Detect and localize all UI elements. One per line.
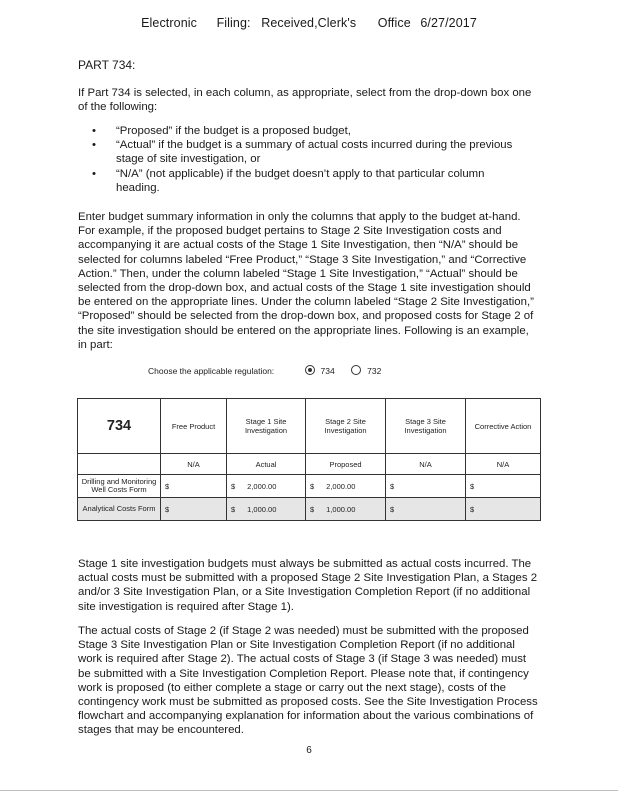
- currency-sign: $: [390, 481, 395, 491]
- header-electronic: Electronic: [141, 16, 197, 30]
- cell-analytical-corrective[interactable]: [466, 498, 541, 521]
- currency-sign: $: [231, 504, 236, 514]
- select-free-product[interactable]: N/A: [161, 454, 227, 475]
- cell-drilling-corrective[interactable]: [466, 475, 541, 498]
- cell-analytical-stage3[interactable]: [386, 498, 466, 521]
- header-date: 6/27/2017: [420, 16, 477, 30]
- amount: 1,000.00: [247, 504, 277, 514]
- bullet-proposed: • “Proposed” if the budget is a proposed budget,: [78, 124, 518, 138]
- amount: 2,000.00: [247, 481, 277, 491]
- cell-drilling-stage2[interactable]: [306, 475, 386, 498]
- bullet-na: • “N/A” (not applicable) if the budget doesn’t apply to that particular column heading.: [78, 167, 518, 195]
- amount: 2,000.00: [326, 481, 356, 491]
- currency-sign: $: [165, 504, 170, 514]
- regulation-label: Choose the applicable regulation:: [148, 366, 275, 376]
- stage2-3-paragraph: The actual costs of Stage 2 (if Stage 2 was needed) must be submitted with the proposed Stage 3 Site Investigation Plan or Site Investigation Completion Report (if no additional work is required after Stage 2). The actual costs of Stage 3 (if Stage 3 was needed) must be submitted with a Site Investigation Completion Report. Please note that, if contingency work is proposed (to either complete a stage or carry out the next stage), costs of the contingency work must be submitted as proposed costs. See the Site Investigation Process flowchart and accompanying explanation for information about the various combinations of stages that may be encountered.: [78, 625, 538, 737]
- radio-734-icon[interactable]: [305, 365, 315, 375]
- currency-sign: $: [231, 481, 236, 491]
- radio-732-label: 732: [367, 366, 382, 376]
- header-office: Office: [377, 16, 411, 30]
- header-received-clerks: Received,Clerk's: [261, 16, 357, 30]
- scan-divider: [0, 790, 618, 791]
- col-stage3: Stage 3 Site Investigation: [386, 399, 466, 454]
- table-header-row: [78, 399, 541, 454]
- regulation-chooser: [148, 365, 381, 376]
- radio-734-label: 734: [320, 366, 335, 376]
- budget-summary-table: [77, 398, 541, 521]
- filing-header: [0, 16, 618, 30]
- table-corner-label: 734: [78, 399, 161, 454]
- header-filing: Filing:: [216, 16, 251, 30]
- row-label-drilling: Drilling and Monitoring Well Costs Form: [78, 475, 161, 498]
- select-corrective-action[interactable]: N/A: [466, 454, 541, 475]
- intro-paragraph: If Part 734 is selected, in each column, as appropriate, select from the drop-down box one of the following:: [78, 87, 532, 114]
- select-stage2[interactable]: Proposed: [306, 454, 386, 475]
- cell-analytical-stage1[interactable]: [227, 498, 306, 521]
- col-corrective-action: Corrective Action: [466, 399, 541, 454]
- currency-sign: $: [165, 481, 170, 491]
- table-selection-row: [78, 454, 541, 475]
- selection-spacer: [78, 454, 161, 475]
- currency-sign: $: [310, 504, 315, 514]
- currency-sign: $: [390, 504, 395, 514]
- page-number: 6: [306, 745, 312, 756]
- bullet-actual: • “Actual” if the budget is a summary of actual costs incurred during the previous stage of site investigation, or: [78, 138, 518, 166]
- col-stage2: Stage 2 Site Investigation: [306, 399, 386, 454]
- col-stage1: Stage 1 Site Investigation: [227, 399, 306, 454]
- cell-drilling-stage1[interactable]: [227, 475, 306, 498]
- currency-sign: $: [470, 504, 475, 514]
- option-bullet-list: [78, 124, 518, 195]
- currency-sign: $: [310, 481, 315, 491]
- cell-drilling-stage3[interactable]: [386, 475, 466, 498]
- cell-analytical-free-product[interactable]: [161, 498, 227, 521]
- select-stage3[interactable]: N/A: [386, 454, 466, 475]
- radio-732-icon[interactable]: [351, 365, 361, 375]
- table-row: [78, 498, 541, 521]
- instructions-paragraph: Enter budget summary information in only the columns that apply to the budget at-hand. For example, if the proposed budget pertains to Stage 2 Site Investigation costs and accompanying it are actual costs of the Stage 1 Site Investigation, then “N/A” should be selected for columns labeled “Free Product,” “Stage 3 Site Investigation,” and “Corrective Action.” Then, under the column labeled “Stage 1 Site Investigation,” “Actual” should be selected from the drop-down box, and actual costs of the Stage 1 site investigation should be entered on the appropriate lines. Under the column labeled “Stage 2 Site Investigation,” “Proposed” should be selected from the drop-down box, and proposed costs for Stage 2 of the site investigation should be entered on the appropriate lines. Following is an example, in part:: [78, 211, 534, 351]
- table-row: [78, 475, 541, 498]
- select-stage1[interactable]: Actual: [227, 454, 306, 475]
- part-title: PART 734:: [78, 58, 136, 72]
- stage1-paragraph: Stage 1 site investigation budgets must always be submitted as actual costs incurred. The actual costs must be submitted with a proposed Stage 2 Site Investigation Plan, a Stages 2 and/or 3 Site Investigation Plan, or a Site Investigation Completion Report (if no additional site investigation is required after Stage 1).: [78, 558, 538, 613]
- col-free-product: Free Product: [161, 399, 227, 454]
- cell-drilling-free-product[interactable]: [161, 475, 227, 498]
- row-label-analytical: Analytical Costs Form: [78, 498, 161, 521]
- currency-sign: $: [470, 481, 475, 491]
- cell-analytical-stage2[interactable]: [306, 498, 386, 521]
- amount: 1,000.00: [326, 504, 356, 514]
